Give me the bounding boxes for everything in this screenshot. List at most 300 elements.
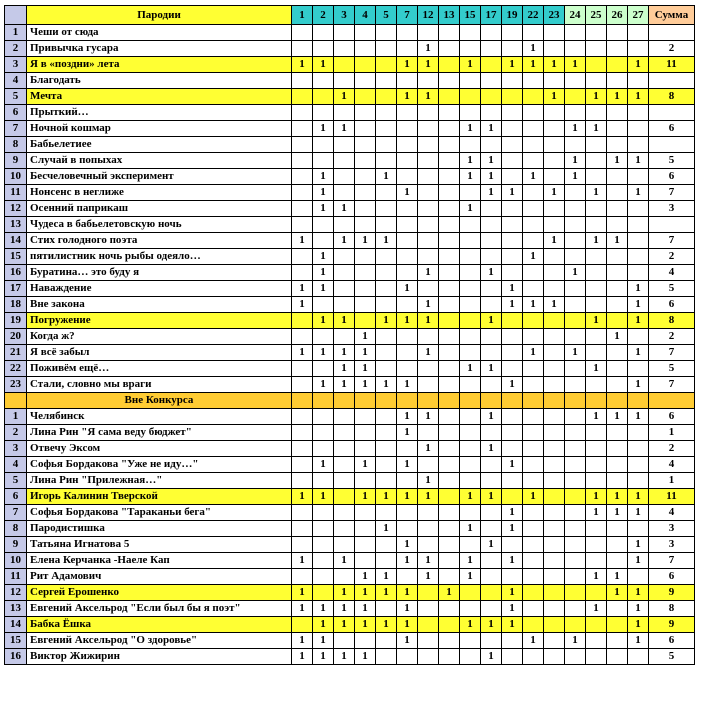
score-cell: 1 xyxy=(292,553,313,569)
row-sum: 8 xyxy=(649,89,695,105)
score-cell xyxy=(439,425,460,441)
score-cell xyxy=(523,569,544,585)
row-sum: 7 xyxy=(649,553,695,569)
score-cell: 1 xyxy=(313,201,334,217)
score-cell xyxy=(502,137,523,153)
score-cell xyxy=(439,233,460,249)
table-row xyxy=(5,265,695,281)
score-cell xyxy=(439,553,460,569)
score-cell: 1 xyxy=(565,345,586,361)
score-cell xyxy=(355,473,376,489)
score-cell xyxy=(292,505,313,521)
table-row xyxy=(5,361,695,377)
score-cell: 1 xyxy=(481,185,502,201)
score-cell xyxy=(376,121,397,137)
score-cell xyxy=(502,105,523,121)
score-cell xyxy=(565,233,586,249)
row-number: 16 xyxy=(5,649,27,665)
score-cell: 1 xyxy=(607,505,628,521)
score-cell xyxy=(481,601,502,617)
score-cell xyxy=(334,297,355,313)
score-cell xyxy=(439,649,460,665)
row-sum: 3 xyxy=(649,537,695,553)
score-cell xyxy=(397,473,418,489)
table-row xyxy=(5,377,695,393)
row-sum: 2 xyxy=(649,249,695,265)
score-cell xyxy=(397,217,418,233)
score-cell xyxy=(502,329,523,345)
score-cell: 1 xyxy=(607,569,628,585)
header-col-2: 2 xyxy=(313,6,334,25)
row-number: 23 xyxy=(5,377,27,393)
score-cell xyxy=(292,137,313,153)
table-row xyxy=(5,25,695,41)
score-cell xyxy=(586,553,607,569)
score-cell xyxy=(439,185,460,201)
score-cell: 1 xyxy=(355,649,376,665)
score-cell xyxy=(355,73,376,89)
score-cell xyxy=(292,617,313,633)
row-title: Елена Керчанка -Наеле Кап xyxy=(27,553,292,569)
score-cell xyxy=(376,505,397,521)
header-col-5: 5 xyxy=(376,6,397,25)
table-row xyxy=(5,569,695,585)
score-cell xyxy=(628,569,649,585)
score-cell xyxy=(292,409,313,425)
score-cell xyxy=(292,569,313,585)
score-cell xyxy=(628,137,649,153)
row-title: Бабка Ёшка xyxy=(27,617,292,633)
score-cell xyxy=(628,249,649,265)
row-title: Я в «поздни» лета xyxy=(27,57,292,73)
score-cell xyxy=(313,217,334,233)
score-cell xyxy=(565,361,586,377)
table-row xyxy=(5,441,695,457)
score-cell xyxy=(292,537,313,553)
score-cell: 1 xyxy=(397,553,418,569)
score-cell: 1 xyxy=(607,329,628,345)
score-cell: 1 xyxy=(628,345,649,361)
score-cell xyxy=(418,361,439,377)
score-cell: 1 xyxy=(292,585,313,601)
score-cell xyxy=(334,505,355,521)
row-title: Ночной кошмар xyxy=(27,121,292,137)
results-table xyxy=(4,5,695,665)
score-cell xyxy=(523,457,544,473)
score-cell xyxy=(481,201,502,217)
score-cell xyxy=(418,25,439,41)
section-fill xyxy=(481,393,502,409)
score-cell: 1 xyxy=(334,553,355,569)
score-cell xyxy=(376,425,397,441)
score-cell xyxy=(355,249,376,265)
score-cell xyxy=(334,137,355,153)
header-title: Пародии xyxy=(27,6,292,25)
score-cell: 1 xyxy=(460,489,481,505)
score-cell xyxy=(376,41,397,57)
score-cell xyxy=(376,105,397,121)
score-cell xyxy=(439,201,460,217)
score-cell: 1 xyxy=(355,569,376,585)
score-cell: 1 xyxy=(586,361,607,377)
score-cell: 1 xyxy=(481,121,502,137)
score-cell: 1 xyxy=(544,57,565,73)
score-cell xyxy=(607,617,628,633)
score-cell xyxy=(460,585,481,601)
score-cell xyxy=(355,89,376,105)
section-fill xyxy=(376,393,397,409)
score-cell xyxy=(544,137,565,153)
row-title: Игорь Калинин Тверской xyxy=(27,489,292,505)
score-cell: 1 xyxy=(628,281,649,297)
score-cell xyxy=(502,25,523,41)
score-cell xyxy=(397,153,418,169)
score-cell xyxy=(334,457,355,473)
section-fill xyxy=(502,393,523,409)
score-cell xyxy=(313,41,334,57)
score-cell xyxy=(586,249,607,265)
score-cell xyxy=(376,201,397,217)
score-cell: 1 xyxy=(607,153,628,169)
score-cell xyxy=(334,73,355,89)
score-cell: 1 xyxy=(397,57,418,73)
score-cell xyxy=(418,585,439,601)
score-cell xyxy=(460,233,481,249)
score-cell xyxy=(313,153,334,169)
row-title: Мечта xyxy=(27,89,292,105)
score-cell: 1 xyxy=(628,313,649,329)
score-cell xyxy=(292,153,313,169)
score-cell: 1 xyxy=(397,537,418,553)
score-cell xyxy=(418,521,439,537)
row-number: 3 xyxy=(5,441,27,457)
score-cell xyxy=(292,185,313,201)
table-row xyxy=(5,217,695,233)
score-cell xyxy=(439,633,460,649)
score-cell xyxy=(397,345,418,361)
table-row xyxy=(5,233,695,249)
score-cell xyxy=(481,25,502,41)
score-cell xyxy=(544,441,565,457)
row-title: Пародистишка xyxy=(27,521,292,537)
score-cell xyxy=(565,41,586,57)
score-cell xyxy=(586,169,607,185)
score-cell xyxy=(565,73,586,89)
score-cell xyxy=(586,105,607,121)
score-cell: 1 xyxy=(523,297,544,313)
score-cell xyxy=(355,25,376,41)
score-cell xyxy=(565,521,586,537)
score-cell: 1 xyxy=(397,457,418,473)
score-cell: 1 xyxy=(460,361,481,377)
row-number: 15 xyxy=(5,249,27,265)
score-cell xyxy=(292,361,313,377)
score-cell: 1 xyxy=(586,89,607,105)
score-cell xyxy=(334,441,355,457)
row-sum xyxy=(649,25,695,41)
score-cell xyxy=(355,633,376,649)
header-sum: Сумма xyxy=(649,6,695,25)
score-cell xyxy=(460,41,481,57)
score-cell xyxy=(502,217,523,233)
score-cell: 1 xyxy=(481,361,502,377)
score-cell xyxy=(544,585,565,601)
score-cell: 1 xyxy=(313,345,334,361)
score-cell: 1 xyxy=(313,265,334,281)
score-cell: 1 xyxy=(376,313,397,329)
score-cell xyxy=(439,105,460,121)
score-cell xyxy=(544,105,565,121)
score-cell xyxy=(334,409,355,425)
header-col-23: 23 xyxy=(544,6,565,25)
score-cell xyxy=(481,569,502,585)
score-cell xyxy=(376,89,397,105)
score-cell: 1 xyxy=(397,89,418,105)
section-fill xyxy=(439,393,460,409)
score-cell: 1 xyxy=(355,361,376,377)
row-title: Нонсенс в неглиже xyxy=(27,185,292,201)
score-cell xyxy=(460,313,481,329)
score-cell xyxy=(376,217,397,233)
score-cell xyxy=(544,633,565,649)
table-row xyxy=(5,89,695,105)
score-cell xyxy=(502,489,523,505)
table-row xyxy=(5,345,695,361)
row-title: Поживём ещё… xyxy=(27,361,292,377)
score-cell xyxy=(355,281,376,297)
score-cell xyxy=(586,617,607,633)
score-cell xyxy=(397,649,418,665)
score-cell xyxy=(523,201,544,217)
score-cell xyxy=(439,25,460,41)
score-cell: 1 xyxy=(313,377,334,393)
score-cell: 1 xyxy=(481,169,502,185)
score-cell xyxy=(355,41,376,57)
score-cell: 1 xyxy=(418,57,439,73)
score-cell: 1 xyxy=(460,169,481,185)
score-cell: 1 xyxy=(418,409,439,425)
score-cell: 1 xyxy=(313,185,334,201)
score-cell xyxy=(418,217,439,233)
score-cell: 1 xyxy=(460,121,481,137)
row-title: Когда ж? xyxy=(27,329,292,345)
score-cell: 1 xyxy=(334,601,355,617)
score-cell xyxy=(376,185,397,201)
score-cell xyxy=(523,25,544,41)
score-cell xyxy=(544,313,565,329)
section-row xyxy=(5,393,695,409)
score-cell: 1 xyxy=(313,489,334,505)
score-cell: 1 xyxy=(607,233,628,249)
row-title: Татьяна Игнатова 5 xyxy=(27,537,292,553)
score-cell xyxy=(607,249,628,265)
score-cell xyxy=(460,25,481,41)
score-cell: 1 xyxy=(355,617,376,633)
score-cell xyxy=(607,57,628,73)
score-cell: 1 xyxy=(376,169,397,185)
header-col-15: 15 xyxy=(460,6,481,25)
score-cell: 1 xyxy=(355,585,376,601)
score-cell xyxy=(628,25,649,41)
score-cell xyxy=(502,633,523,649)
score-cell xyxy=(376,441,397,457)
score-cell xyxy=(292,425,313,441)
score-cell xyxy=(544,249,565,265)
score-cell xyxy=(313,473,334,489)
score-cell xyxy=(355,169,376,185)
row-number: 19 xyxy=(5,313,27,329)
score-cell xyxy=(565,585,586,601)
score-cell xyxy=(376,265,397,281)
score-cell xyxy=(292,313,313,329)
section-title: Вне Конкурса xyxy=(27,393,292,409)
score-cell xyxy=(586,25,607,41)
score-cell xyxy=(544,73,565,89)
score-cell xyxy=(460,329,481,345)
row-title: Благодать xyxy=(27,73,292,89)
score-cell xyxy=(523,217,544,233)
score-cell xyxy=(439,249,460,265)
score-cell xyxy=(376,649,397,665)
header-col-12: 12 xyxy=(418,6,439,25)
score-cell xyxy=(376,345,397,361)
score-cell xyxy=(439,313,460,329)
score-cell xyxy=(502,169,523,185)
score-cell: 1 xyxy=(502,185,523,201)
score-cell: 1 xyxy=(628,505,649,521)
row-sum: 11 xyxy=(649,489,695,505)
score-cell xyxy=(586,473,607,489)
score-cell xyxy=(334,41,355,57)
score-cell xyxy=(523,185,544,201)
row-number: 12 xyxy=(5,585,27,601)
row-number: 3 xyxy=(5,57,27,73)
score-cell xyxy=(481,585,502,601)
score-cell xyxy=(439,217,460,233)
score-cell xyxy=(523,89,544,105)
row-sum: 1 xyxy=(649,425,695,441)
score-cell: 1 xyxy=(628,617,649,633)
score-cell xyxy=(460,537,481,553)
header-col-22: 22 xyxy=(523,6,544,25)
row-number: 18 xyxy=(5,297,27,313)
score-cell xyxy=(376,409,397,425)
score-cell xyxy=(418,425,439,441)
score-cell xyxy=(481,73,502,89)
row-number: 13 xyxy=(5,601,27,617)
score-cell xyxy=(502,201,523,217)
score-cell xyxy=(586,41,607,57)
score-cell xyxy=(481,457,502,473)
score-cell: 1 xyxy=(313,313,334,329)
score-cell xyxy=(376,153,397,169)
section-fill xyxy=(460,393,481,409)
score-cell: 1 xyxy=(481,409,502,425)
score-cell xyxy=(439,569,460,585)
score-cell xyxy=(397,121,418,137)
row-title: Челябинск xyxy=(27,409,292,425)
score-cell xyxy=(628,441,649,457)
score-cell: 1 xyxy=(607,409,628,425)
score-cell xyxy=(355,265,376,281)
score-cell: 1 xyxy=(313,249,334,265)
score-cell xyxy=(565,201,586,217)
score-cell xyxy=(481,345,502,361)
table-row xyxy=(5,553,695,569)
score-cell xyxy=(523,521,544,537)
score-cell: 1 xyxy=(586,409,607,425)
score-cell: 1 xyxy=(628,297,649,313)
score-cell: 1 xyxy=(628,377,649,393)
score-cell xyxy=(460,217,481,233)
score-cell xyxy=(418,137,439,153)
row-title: Евгений Аксельрод "Если был бы я поэт" xyxy=(27,601,292,617)
score-cell xyxy=(397,265,418,281)
score-cell xyxy=(544,505,565,521)
score-cell xyxy=(481,521,502,537)
score-cell xyxy=(439,489,460,505)
score-cell xyxy=(292,377,313,393)
score-cell: 1 xyxy=(565,633,586,649)
score-cell xyxy=(292,457,313,473)
score-cell xyxy=(376,633,397,649)
score-cell: 1 xyxy=(292,281,313,297)
header-col-13: 13 xyxy=(439,6,460,25)
score-cell: 1 xyxy=(502,377,523,393)
score-cell xyxy=(565,409,586,425)
row-number: 1 xyxy=(5,409,27,425)
score-cell xyxy=(439,409,460,425)
score-cell xyxy=(544,377,565,393)
score-cell xyxy=(334,25,355,41)
score-cell: 1 xyxy=(523,489,544,505)
score-cell xyxy=(355,153,376,169)
row-number: 5 xyxy=(5,89,27,105)
score-cell: 1 xyxy=(586,121,607,137)
score-cell xyxy=(544,201,565,217)
score-cell xyxy=(565,457,586,473)
score-cell xyxy=(523,553,544,569)
score-cell xyxy=(481,281,502,297)
score-cell xyxy=(418,329,439,345)
score-cell xyxy=(523,601,544,617)
score-cell xyxy=(376,537,397,553)
score-cell: 1 xyxy=(586,569,607,585)
corner-cell xyxy=(5,6,27,25)
row-sum: 5 xyxy=(649,361,695,377)
table-row xyxy=(5,169,695,185)
score-cell xyxy=(544,601,565,617)
score-cell: 1 xyxy=(481,617,502,633)
score-cell xyxy=(607,601,628,617)
score-cell xyxy=(481,473,502,489)
row-number: 10 xyxy=(5,169,27,185)
header-col-1: 1 xyxy=(292,6,313,25)
score-cell xyxy=(439,361,460,377)
score-cell: 1 xyxy=(628,585,649,601)
score-cell: 1 xyxy=(355,457,376,473)
score-cell: 1 xyxy=(313,457,334,473)
score-cell xyxy=(397,521,418,537)
table-row xyxy=(5,41,695,57)
score-cell xyxy=(397,169,418,185)
score-cell xyxy=(628,73,649,89)
table-row xyxy=(5,185,695,201)
score-cell xyxy=(502,41,523,57)
score-cell: 1 xyxy=(418,265,439,281)
row-sum: 6 xyxy=(649,569,695,585)
score-cell xyxy=(355,185,376,201)
